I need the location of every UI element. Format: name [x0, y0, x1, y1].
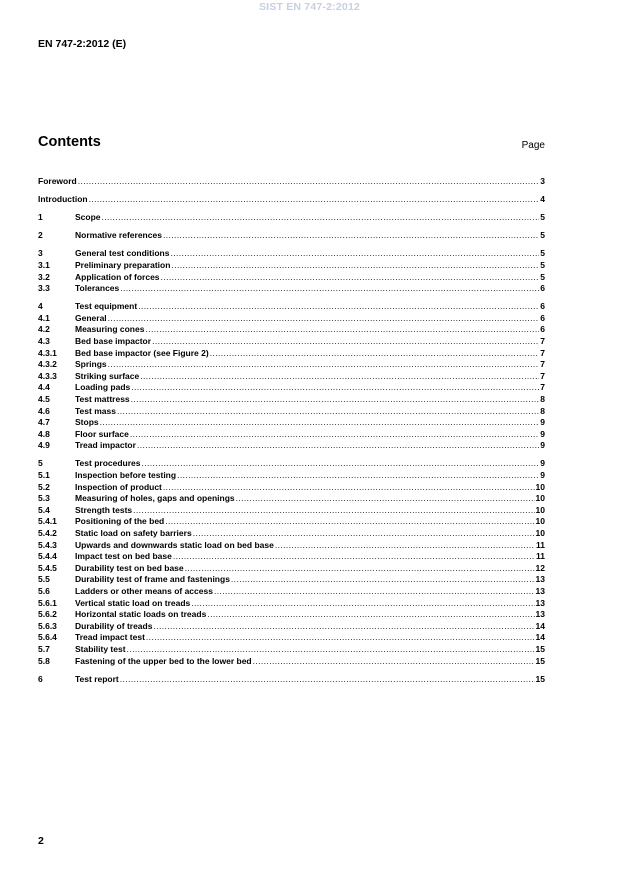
toc-entry-title: Upwards and downwards static load on bed base — [75, 539, 274, 550]
toc-entry-title: Fastening of the upper bed to the lower bed — [75, 655, 252, 666]
toc-entry-number: 4.8 — [38, 428, 50, 439]
toc-entry[interactable] — [38, 301, 545, 313]
toc-entry-number: 5.4.2 — [38, 528, 57, 539]
toc-entry-page: 14 — [535, 632, 545, 643]
dot-leader — [153, 621, 534, 633]
toc-entry-page: 10 — [535, 493, 545, 504]
toc-entry-title: Test equipment — [75, 301, 138, 312]
toc-entry-number: 5.6.1 — [38, 597, 57, 608]
toc-entry-title: Test mattress — [75, 394, 130, 404]
toc-entry-title: Floor surface — [75, 428, 129, 439]
toc-entry[interactable] — [38, 417, 545, 429]
toc-entry-title: Foreword — [38, 176, 77, 186]
dot-leader — [131, 394, 540, 406]
toc-entry-number: 5.6.2 — [38, 609, 57, 620]
dot-leader — [275, 540, 535, 552]
dot-leader — [145, 324, 539, 336]
toc-entry[interactable] — [38, 272, 545, 284]
toc-entry-page: 5 — [540, 230, 545, 241]
dot-leader — [138, 301, 539, 313]
toc-entry-title: Tolerances — [75, 283, 120, 294]
toc-entry[interactable] — [38, 394, 545, 406]
toc-entry-page: 4 — [540, 194, 545, 205]
dot-leader — [236, 493, 535, 505]
toc-entry-title: General — [75, 312, 107, 323]
toc-entry-page: 13 — [535, 586, 545, 596]
toc-entry[interactable] — [38, 440, 545, 452]
toc-entry-number: 3 — [38, 248, 43, 259]
toc-entry-page: 13 — [535, 574, 545, 585]
toc-entry[interactable] — [38, 313, 545, 325]
toc-entry-title: Static load on safety barriers — [75, 528, 192, 539]
toc-entry-title: Inspection before testing — [75, 470, 177, 481]
dot-leader — [163, 482, 535, 494]
dot-leader — [171, 260, 539, 272]
toc-entry-page: 5 — [540, 271, 545, 282]
toc-entry-title: Ladders or other means of access — [75, 586, 213, 596]
toc-entry[interactable] — [38, 470, 545, 482]
toc-entry-page: 10 — [535, 516, 545, 527]
toc-entry-number: 4.6 — [38, 405, 50, 416]
page-column-label: Page — [521, 140, 545, 151]
toc-entry-title: Vertical static load on treads — [75, 597, 191, 608]
toc-entry[interactable] — [38, 406, 545, 418]
toc-entry-page: 10 — [535, 481, 545, 492]
dot-leader — [210, 348, 540, 360]
toc-entry[interactable] — [38, 516, 545, 528]
toc-entry-number: 4.9 — [38, 440, 50, 451]
toc-entry-number: 4.3.1 — [38, 347, 57, 358]
toc-entry-title: Striking surface — [75, 370, 140, 381]
toc-entry-title: Tread impactor — [75, 440, 136, 451]
toc-entry[interactable] — [38, 176, 545, 188]
toc-entry-page: 9 — [540, 458, 545, 469]
toc-entry-title: Bed base impactor (see Figure 2) — [75, 347, 209, 358]
dot-leader — [170, 248, 539, 260]
toc-entry-title: Tread impact test — [75, 632, 145, 643]
toc-entry-title: Measuring of holes, gaps and openings — [75, 493, 235, 504]
toc-entry[interactable] — [38, 348, 545, 360]
dot-leader — [185, 563, 535, 575]
toc-entry[interactable] — [38, 674, 545, 686]
toc-entry-page: 11 — [536, 551, 545, 562]
toc-entry-number: 5.4.4 — [38, 551, 57, 562]
toc-entry-page: 7 — [540, 347, 545, 358]
toc-entry-number: 3.1 — [38, 259, 50, 270]
toc-entry[interactable] — [38, 632, 545, 644]
toc-entry[interactable] — [38, 382, 545, 394]
toc-entry-page: 6 — [540, 312, 545, 323]
dot-leader — [142, 458, 540, 470]
toc-entry-number: 2 — [38, 230, 43, 241]
toc-entry-title: Stops — [75, 417, 99, 428]
toc-entry-number: 5.6.4 — [38, 632, 57, 643]
toc-entry-number: 5.4.1 — [38, 516, 57, 527]
toc-entry-page: 6 — [540, 324, 545, 335]
toc-entry-title: Durability test on bed base — [75, 562, 184, 573]
toc-entry-title: Durability of treads — [75, 620, 153, 631]
toc-entry-title: Springs — [75, 359, 107, 370]
toc-entry-title: Inspection of product — [75, 481, 162, 492]
toc-entry-number: 5.8 — [38, 655, 50, 666]
toc-entry-page: 5 — [540, 259, 545, 270]
toc-entry-title: Scope — [75, 212, 101, 223]
toc-entry-title: Impact test on bed base — [75, 551, 172, 562]
toc-entry-number: 4.4 — [38, 382, 50, 393]
dot-leader — [133, 505, 534, 517]
toc-entry-page: 15 — [535, 673, 545, 684]
toc-entry-number: 5.6.3 — [38, 620, 57, 631]
toc-entry-number: 5.2 — [38, 481, 50, 492]
toc-entry[interactable] — [38, 563, 545, 575]
toc-entry[interactable] — [38, 260, 545, 272]
toc-entry-number: 5.3 — [38, 493, 50, 504]
contents-heading: Contents — [38, 134, 101, 150]
toc-entry[interactable] — [38, 551, 545, 563]
toc-entry-page: 6 — [540, 283, 545, 294]
dot-leader — [137, 440, 539, 452]
toc-entry-page: 8 — [540, 405, 545, 416]
toc-entry-number: 5.1 — [38, 470, 50, 481]
dot-leader — [163, 230, 539, 242]
toc-entry-page: 12 — [535, 562, 545, 573]
toc-entry[interactable] — [38, 212, 545, 224]
dot-leader — [207, 609, 534, 621]
dot-leader — [191, 598, 534, 610]
dot-leader — [152, 336, 539, 348]
toc-entry-page: 13 — [535, 609, 545, 620]
toc-entry-number: 5 — [38, 458, 43, 469]
toc-entry-title: Horizontal static loads on treads — [75, 609, 207, 620]
toc-entry-number: 5.6 — [38, 586, 50, 596]
toc-entry-title: Application of forces — [75, 271, 160, 282]
toc-entry-number: 4.3.3 — [38, 370, 57, 381]
toc-entry[interactable] — [38, 505, 545, 517]
toc-entry-page: 5 — [540, 248, 545, 259]
dot-leader — [89, 194, 540, 206]
watermark: SIST EN 747-2:2012 — [258, 1, 361, 13]
toc-entry[interactable] — [38, 609, 545, 621]
toc-entry-page: 14 — [535, 620, 545, 631]
toc-entry[interactable] — [38, 540, 545, 552]
toc-entry-number: 5.5 — [38, 574, 50, 585]
dot-leader — [108, 313, 540, 325]
toc-entry-page: 10 — [535, 528, 545, 539]
toc-entry-title: Strength tests — [75, 504, 133, 515]
dot-leader — [146, 632, 535, 644]
toc-entry[interactable] — [38, 644, 545, 656]
toc-entry[interactable] — [38, 586, 545, 598]
toc-entry[interactable] — [38, 493, 545, 505]
toc-entry-page: 9 — [540, 428, 545, 439]
toc-entry[interactable] — [38, 371, 545, 383]
toc-entry-title: Normative references — [75, 230, 162, 241]
toc-entry[interactable] — [38, 429, 545, 441]
toc-entry[interactable] — [38, 458, 545, 470]
toc-entry-title: Test mass — [75, 405, 116, 416]
toc-entry[interactable] — [38, 324, 545, 336]
toc-entry-number: 4.1 — [38, 312, 50, 323]
table-of-contents — [38, 176, 545, 685]
toc-entry-page: 13 — [535, 597, 545, 608]
toc-entry-page: 7 — [540, 382, 545, 393]
toc-entry-page: 5 — [540, 212, 545, 223]
toc-entry-page: 15 — [535, 655, 545, 666]
toc-entry-page: 7 — [540, 359, 545, 370]
toc-entry-number: 6 — [38, 673, 43, 684]
toc-entry-page: 6 — [540, 301, 545, 312]
dot-leader — [117, 406, 539, 418]
toc-entry-title: Bed base impactor — [75, 336, 152, 347]
toc-entry-page: 3 — [540, 176, 545, 186]
dot-leader — [253, 656, 535, 668]
toc-entry-number: 4.5 — [38, 394, 50, 404]
toc-entry-number: 4 — [38, 301, 43, 312]
toc-entry[interactable] — [38, 359, 545, 371]
toc-entry-number: 5.7 — [38, 643, 50, 654]
dot-leader — [131, 382, 539, 394]
toc-entry-number: 3.2 — [38, 271, 50, 282]
dot-leader — [165, 516, 534, 528]
toc-entry[interactable] — [38, 574, 545, 586]
toc-entry-number: 5.4.5 — [38, 562, 57, 573]
dot-leader — [108, 359, 540, 371]
dot-leader — [102, 212, 540, 224]
dot-leader — [78, 176, 540, 188]
toc-entry[interactable] — [38, 656, 545, 668]
toc-entry[interactable] — [38, 528, 545, 540]
dot-leader — [214, 586, 535, 598]
dot-leader — [127, 644, 535, 656]
toc-entry[interactable] — [38, 194, 545, 206]
toc-entry-number: 5.4 — [38, 504, 50, 515]
dot-leader — [231, 574, 535, 586]
toc-entry-number: 4.2 — [38, 324, 50, 335]
toc-entry-number: 1 — [38, 212, 43, 223]
toc-entry-number: 3.3 — [38, 283, 50, 294]
toc-entry[interactable] — [38, 230, 545, 242]
dot-leader — [120, 283, 539, 295]
toc-entry[interactable] — [38, 621, 545, 633]
toc-entry-title: Positioning of the bed — [75, 516, 165, 527]
toc-entry-page: 9 — [540, 440, 545, 451]
toc-entry-title: Preliminary preparation — [75, 259, 171, 270]
toc-entry-number: 5.4.3 — [38, 539, 57, 550]
dot-leader — [140, 371, 539, 383]
dot-leader — [161, 272, 540, 284]
toc-entry-page: 9 — [540, 470, 545, 481]
document-id: EN 747-2:2012 (E) — [38, 38, 127, 50]
toc-entry-number: 4.3 — [38, 336, 50, 347]
toc-entry[interactable] — [38, 336, 545, 348]
page-number: 2 — [38, 835, 44, 847]
toc-entry-number: 4.7 — [38, 417, 50, 428]
toc-entry-title: Measuring cones — [75, 324, 145, 335]
dot-leader — [173, 551, 535, 563]
toc-entry[interactable] — [38, 482, 545, 494]
toc-entry-page: 11 — [536, 539, 545, 550]
toc-entry-page: 7 — [540, 370, 545, 381]
toc-entry-number: 4.3.2 — [38, 359, 57, 370]
dot-leader — [193, 528, 535, 540]
toc-entry-title: Introduction — [38, 194, 88, 205]
toc-entry-title: Test procedures — [75, 458, 141, 469]
toc-entry-page: 9 — [540, 417, 545, 428]
dot-leader — [130, 429, 539, 441]
dot-leader — [100, 417, 540, 429]
toc-entry[interactable] — [38, 248, 545, 260]
toc-entry-page: 7 — [540, 336, 545, 347]
dot-leader — [120, 674, 535, 686]
toc-entry-page: 15 — [535, 643, 545, 654]
toc-entry-title: Loading pads — [75, 382, 131, 393]
toc-entry-page: 8 — [540, 394, 545, 404]
toc-entry[interactable] — [38, 598, 545, 610]
toc-entry-title: Durability test of frame and fastenings — [75, 574, 230, 585]
toc-entry-page: 10 — [535, 504, 545, 515]
toc-entry-title: General test conditions — [75, 248, 170, 259]
toc-entry-title: Stability test — [75, 643, 126, 654]
dot-leader — [177, 470, 539, 482]
toc-entry[interactable] — [38, 283, 545, 295]
toc-entry-title: Test report — [75, 673, 119, 684]
